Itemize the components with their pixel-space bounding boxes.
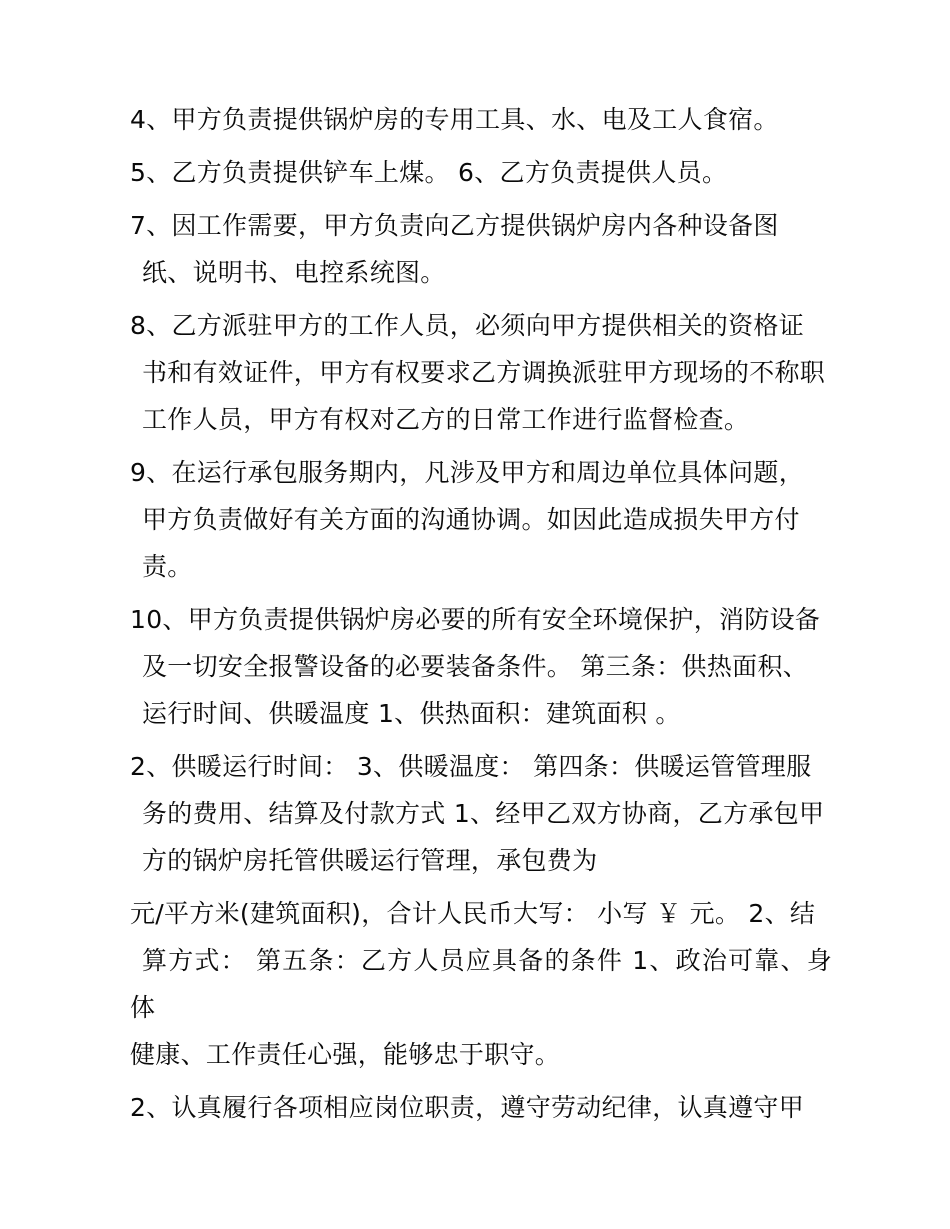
paragraph-line: 责。 [142, 552, 193, 581]
paragraph-line: 5、乙方负责提供铲车上煤。 6、乙方负责提供人员。 [130, 158, 728, 187]
document-body [130, 96, 832, 1131]
paragraph-line: 10、甲方负责提供锅炉房必要的所有安全环境保护，消防设备 [130, 605, 821, 634]
paragraph-line: 算方式： 第五条：乙方人员应具备的条件 1、政治可靠、身体 [130, 946, 832, 1022]
paragraph-item-clause-4 [130, 743, 832, 884]
paragraph-line: 书和有效证件，甲方有权要求乙方调换派驻甲方现场的不称职 [142, 358, 826, 387]
paragraph-line: 4、甲方负责提供锅炉房的专用工具、水、电及工人食宿。 [130, 105, 779, 134]
paragraph-line: 方的锅炉房托管供暖运行管理，承包费为 [142, 846, 598, 875]
paragraph-line: 2、供暖运行时间： 3、供暖温度： 第四条：供暖运管管理服 [130, 752, 812, 781]
paragraph-item-unit-price [130, 890, 832, 1078]
paragraph-item-8 [130, 302, 832, 443]
paragraph-line: 8、乙方派驻甲方的工作人员，必须向甲方提供相关的资格证 [130, 311, 805, 340]
paragraph-line: 工作人员，甲方有权对乙方的日常工作进行监督检查。 [142, 405, 750, 434]
paragraph-line: 甲方负责做好有关方面的沟通协调。如因此造成损失甲方付 [142, 505, 800, 534]
paragraph-item-9 [130, 449, 832, 590]
paragraph-line: 及一切安全报警设备的必要装备条件。 第三条：供热面积、 [142, 652, 809, 681]
paragraph-item-10 [130, 596, 832, 737]
paragraph-line: 健康、工作责任心强，能够忠于职守。 [130, 1040, 561, 1069]
paragraph-line: 9、在运行承包服务期内，凡涉及甲方和周边单位具体问题， [130, 458, 805, 487]
paragraph-item-4 [130, 96, 832, 143]
paragraph-line: 纸、说明书、电控系统图。 [142, 258, 446, 287]
paragraph-line: 2、认真履行各项相应岗位职责，遵守劳动纪律，认真遵守甲 [130, 1093, 805, 1122]
paragraph-item-duty [130, 1084, 832, 1131]
paragraph-line: 7、因工作需要，甲方负责向乙方提供锅炉房内各种设备图 [130, 211, 779, 240]
paragraph-line: 运行时间、供暖温度 1、供热面积：建筑面积 。 [142, 699, 681, 728]
paragraph-item-5-6 [130, 149, 832, 196]
paragraph-line: 元/平方米(建筑面积)，合计人民币大写： 小写 ￥ 元。 2、结 [130, 899, 816, 928]
paragraph-line: 务的费用、结算及付款方式 1、经甲乙双方协商，乙方承包甲 [142, 799, 825, 828]
paragraph-item-7 [130, 202, 832, 296]
